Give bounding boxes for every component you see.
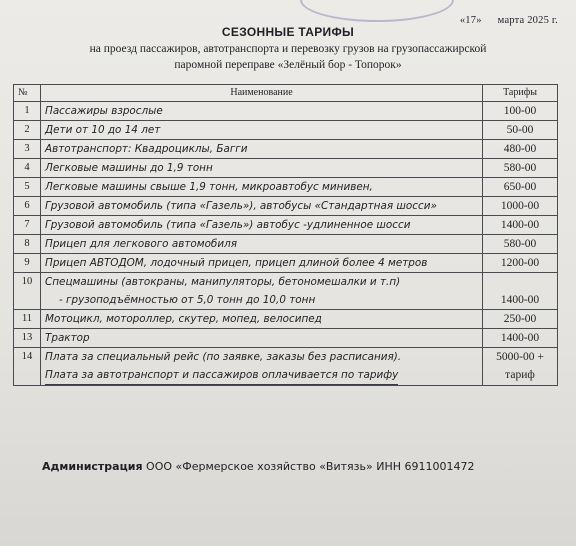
row-price: 1400-00 — [483, 216, 558, 235]
row-name: Автотранспорт: Квадроциклы, Багги — [41, 140, 483, 159]
row-price: 1200-00 — [483, 254, 558, 273]
row-name: Грузовой автомобиль (типа «Газель»), автобусы «Стандартная шосси» — [41, 197, 483, 216]
table-row — [14, 121, 558, 140]
column-header-price: Тарифы — [483, 85, 558, 102]
row-name-line-2: Плата за автотранспорт и пассажиров оплачивается по тарифу — [45, 366, 398, 385]
row-price: 580-00 — [483, 235, 558, 254]
table-row — [14, 140, 558, 159]
row-name-line-1: Плата за специальный рейс (по заявке, заказы без расписания). — [45, 351, 402, 363]
row-price: 650-00 — [483, 178, 558, 197]
row-num: 4 — [14, 159, 41, 178]
table-row — [14, 178, 558, 197]
row-name: Легковые машины свыше 1,9 тонн, микроавтобус минивен, — [41, 178, 483, 197]
table-row — [14, 310, 558, 329]
row-num: 13 — [14, 329, 41, 348]
page-subtitle — [0, 41, 576, 73]
table-row — [14, 235, 558, 254]
row-name: Трактор — [41, 329, 483, 348]
footer-text: ООО «Фермерское хозяйство «Витязь» ИНН 6911001472 — [146, 460, 475, 473]
row-price-line-2: тариф — [505, 369, 535, 381]
row-name: Легковые машины до 1,9 тонн — [41, 159, 483, 178]
row-name — [41, 348, 483, 386]
table-row — [14, 102, 558, 121]
row-num: 3 — [14, 140, 41, 159]
row-price: 580-00 — [483, 159, 558, 178]
row-name-line-1: Спецмашины (автокраны, манипуляторы, бетономешалки и т.п) — [45, 276, 401, 288]
row-price: 480-00 — [483, 140, 558, 159]
row-price-line-1: 5000-00 + — [496, 351, 544, 363]
date-rest: марта 2025 г. — [497, 15, 558, 26]
row-num: 10 — [14, 273, 41, 310]
row-num: 7 — [14, 216, 41, 235]
table-row — [14, 197, 558, 216]
table-row — [14, 273, 558, 310]
row-price: 1400-00 — [483, 273, 558, 310]
footer-label: Администрация — [42, 460, 143, 473]
table-row — [14, 329, 558, 348]
table-row — [14, 216, 558, 235]
row-name-line-2: - грузоподъёмностью от 5,0 тонн до 10,0 тонн — [59, 294, 316, 306]
table-row — [14, 254, 558, 273]
row-num: 6 — [14, 197, 41, 216]
table-row — [14, 159, 558, 178]
row-name: Дети от 10 до 14 лет — [41, 121, 483, 140]
page-title: СЕЗОННЫЕ ТАРИФЫ — [221, 25, 355, 39]
column-header-name: Наименование — [41, 85, 483, 102]
row-num: 9 — [14, 254, 41, 273]
row-price: 1000-00 — [483, 197, 558, 216]
column-header-num: № — [14, 85, 41, 102]
row-num: 8 — [14, 235, 41, 254]
date-day: «17» — [459, 15, 482, 26]
row-num: 1 — [14, 102, 41, 121]
row-name: Пассажиры взрослые — [41, 102, 483, 121]
table-row — [14, 348, 558, 386]
row-num: 2 — [14, 121, 41, 140]
administration-footer — [42, 460, 474, 473]
row-name: Мотоцикл, мотороллер, скутер, мопед, велосипед — [41, 310, 483, 329]
table-header-row — [14, 85, 558, 102]
stamp-mark — [300, 0, 454, 22]
row-price: 1400-00 — [483, 329, 558, 348]
subtitle-line-2: паромной переправе «Зелёный бор - Топорок» — [174, 59, 402, 71]
row-price: 100-00 — [483, 102, 558, 121]
row-price: 50-00 — [483, 121, 558, 140]
row-num: 11 — [14, 310, 41, 329]
subtitle-line-1: на проезд пассажиров, автотранспорта и перевозку грузов на грузопассажирской — [89, 43, 487, 55]
row-price: 250-00 — [483, 310, 558, 329]
row-name — [41, 273, 483, 310]
row-name: Прицеп для легкового автомобиля — [41, 235, 483, 254]
row-num: 5 — [14, 178, 41, 197]
row-num: 14 — [14, 348, 41, 386]
tariff-table — [13, 84, 558, 386]
row-name: Прицеп АВТОДОМ, лодочный прицеп, прицеп длиной более 4 метров — [41, 254, 483, 273]
row-price — [483, 348, 558, 386]
row-name: Грузовой автомобиль (типа «Газель») автобус -удлиненное шосси — [41, 216, 483, 235]
